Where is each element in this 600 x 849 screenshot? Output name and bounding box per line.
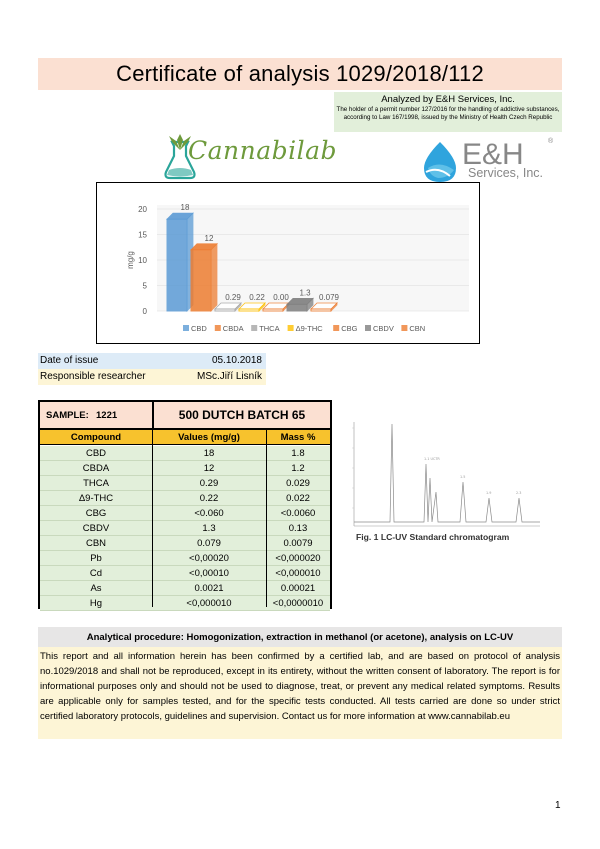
- mass-cell: <0.0060: [280, 508, 316, 519]
- cannabilab-logo: [160, 132, 338, 182]
- data-label: 0.22: [249, 293, 265, 302]
- y-tick-label: 20: [138, 205, 147, 214]
- y-tick-label: 15: [138, 230, 147, 240]
- mass-cell: 0.029: [286, 478, 310, 489]
- table-row: [40, 581, 330, 596]
- sample-header: [40, 402, 330, 430]
- table-row: [40, 461, 330, 476]
- results-table: [38, 400, 332, 609]
- date-label: Date of issue: [40, 355, 99, 366]
- mass-cell: <0,0000010: [272, 598, 324, 609]
- legend-entry: Δ9-THC: [295, 324, 323, 333]
- table-row: [40, 476, 330, 491]
- legend-entry: THCA: [259, 324, 280, 333]
- date-value: 05.10.2018: [211, 355, 262, 366]
- legend-entry: CBDA: [222, 324, 244, 333]
- value-cell: 18: [203, 448, 215, 459]
- y-tick-label: 0: [142, 307, 147, 316]
- bar-cbn: [311, 309, 331, 311]
- compound-cell: As: [90, 583, 102, 594]
- value-cell: 1.3: [202, 523, 216, 534]
- header-mass: Mass %: [280, 432, 316, 443]
- legend-entry: CBN: [409, 324, 426, 333]
- bar-side: [211, 244, 217, 311]
- legend-entry: CBG: [341, 324, 358, 333]
- value-cell: 0.079: [197, 538, 221, 549]
- procedure-heading: Analytical procedure: Homogonization, extraction in methanol (or acetone), analysis on LC-UV: [86, 632, 514, 643]
- data-label: 12: [204, 233, 214, 243]
- compound-cell: CBG: [85, 508, 107, 519]
- svg-text:1.9: 1.9: [486, 491, 492, 495]
- compound-cell: CBD: [85, 448, 107, 459]
- table-row: [40, 596, 330, 611]
- legend-swatch: [365, 325, 371, 331]
- page-title: Certificate of analysis 1029/2018/112: [116, 61, 484, 86]
- certificate-title-bar: [38, 58, 562, 90]
- disclaimer-text: This report and all information herein has been confirmed by a certified lab, and are based on protocol of analysis no.1029/2018 and shall not be reproduced, except in its entirety, without the written consent of laboratory. The report is for informational purposes only and should not be used to diagnose, treat, or prevent any medical related symptoms. Results are applicable only for samples tested, and for the specific tests conducted. All tests carried are done so under strict certified laboratory protocols, guidelines and supervision. Contact us for more information at www.cannabilab.eu: [38, 647, 562, 739]
- compound-cell: Hg: [89, 598, 103, 609]
- header-compound: Compound: [70, 432, 122, 443]
- table-header: [40, 430, 330, 445]
- researcher-value: MSc.Jiří Lisník: [196, 371, 262, 382]
- bar-thca: [215, 309, 235, 311]
- mass-cell: <0,000020: [275, 553, 321, 564]
- table-row: [40, 446, 330, 461]
- legend-entry: CBDV: [373, 324, 394, 333]
- table-row: [40, 536, 330, 551]
- value-cell: <0,00020: [189, 553, 229, 564]
- column-divider: [266, 430, 267, 607]
- svg-text:1.5: 1.5: [460, 475, 466, 479]
- table-row: [40, 551, 330, 566]
- eh-services-logo: [420, 138, 560, 184]
- mass-cell: 0.022: [286, 493, 310, 504]
- eh-wordmark: E&H: [462, 138, 524, 171]
- y-tick-label: 10: [138, 256, 147, 265]
- bar-cbdv: [287, 304, 307, 311]
- mass-cell: 0.13: [288, 523, 308, 534]
- eh-drop-icon: [420, 140, 460, 184]
- data-label: 1.3: [299, 288, 311, 298]
- compound-cell: CBDV: [82, 523, 110, 534]
- value-cell: 0.0021: [194, 583, 224, 594]
- procedure-heading-box: [38, 627, 562, 647]
- analyzed-by-heading: Analyzed by E&H Services, Inc.: [381, 94, 515, 105]
- mass-cell: <0,000010: [275, 568, 321, 579]
- legend-swatch: [251, 325, 257, 331]
- value-cell: <0,000010: [186, 598, 232, 609]
- y-axis-label: mg/g: [126, 251, 135, 269]
- compound-cell: CBN: [85, 538, 107, 549]
- svg-text:2.3: 2.3: [516, 491, 522, 495]
- table-row: [40, 521, 330, 536]
- table-row: [40, 566, 330, 581]
- data-label: 0.079: [318, 293, 340, 302]
- bar-cbd: [167, 219, 187, 311]
- table-row: [40, 491, 330, 506]
- compound-cell: Cd: [89, 568, 103, 579]
- chromatogram-caption: Fig. 1 LC-UV Standard chromatogram: [356, 532, 510, 542]
- date-of-issue-row: [38, 353, 266, 369]
- value-cell: <0,00010: [189, 568, 229, 579]
- page-number: 1: [555, 800, 561, 811]
- compound-cell: CBDA: [82, 463, 110, 474]
- mass-cell: 1.2: [291, 463, 305, 474]
- sample-label: SAMPLE:: [46, 410, 89, 421]
- researcher-row: [38, 369, 266, 385]
- legend-swatch: [401, 325, 407, 331]
- header-values: Values (mg/g): [178, 432, 240, 443]
- bar-δ9-thc: [239, 309, 259, 311]
- compound-cell: Pb: [90, 553, 102, 564]
- bar-cbda: [191, 250, 211, 311]
- mass-cell: 0.00021: [280, 583, 316, 594]
- chromatogram-figure: [340, 418, 540, 546]
- registered-mark: ®: [548, 138, 554, 145]
- legend-swatch: [288, 325, 294, 331]
- researcher-label: Responsible researcher: [40, 371, 146, 382]
- value-cell: <0.060: [194, 508, 224, 519]
- mass-cell: 0.0079: [283, 538, 313, 549]
- column-divider: [152, 430, 153, 607]
- bar-chart-svg: [97, 183, 479, 343]
- legend-swatch: [183, 325, 189, 331]
- value-cell: 0.29: [199, 478, 219, 489]
- data-label: 0.29: [225, 293, 241, 302]
- data-label: 18: [180, 203, 190, 213]
- results-chart: [96, 182, 480, 344]
- value-cell: 0.22: [199, 493, 219, 504]
- compound-cell: Δ9-THC: [78, 493, 114, 504]
- sample-number: 1221: [96, 410, 118, 421]
- legend-swatch: [333, 325, 339, 331]
- sample-name: 500 DUTCH BATCH 65: [178, 408, 306, 422]
- y-tick-label: 5: [142, 281, 147, 291]
- cannabilab-wordmark: Cannabilab: [188, 136, 338, 165]
- analyzed-by-box: [334, 92, 562, 132]
- bar-cbg: [263, 309, 283, 311]
- table-row: [40, 506, 330, 521]
- compound-cell: THCA: [83, 478, 109, 489]
- legend-entry: CBD: [191, 324, 207, 333]
- permit-note: The holder of a permit number 127/2016 for the handling of addictive substances, according to Law 167/1998, issued by the Ministry of Health Czech Republic: [336, 106, 560, 122]
- mass-cell: 1.8: [291, 448, 305, 459]
- eh-subtitle: Services, Inc.: [468, 166, 544, 180]
- legend-swatch: [215, 325, 221, 331]
- data-label: 0.00: [273, 293, 289, 302]
- value-cell: 12: [203, 463, 215, 474]
- svg-text:1.1 UCTR: 1.1 UCTR: [424, 457, 440, 461]
